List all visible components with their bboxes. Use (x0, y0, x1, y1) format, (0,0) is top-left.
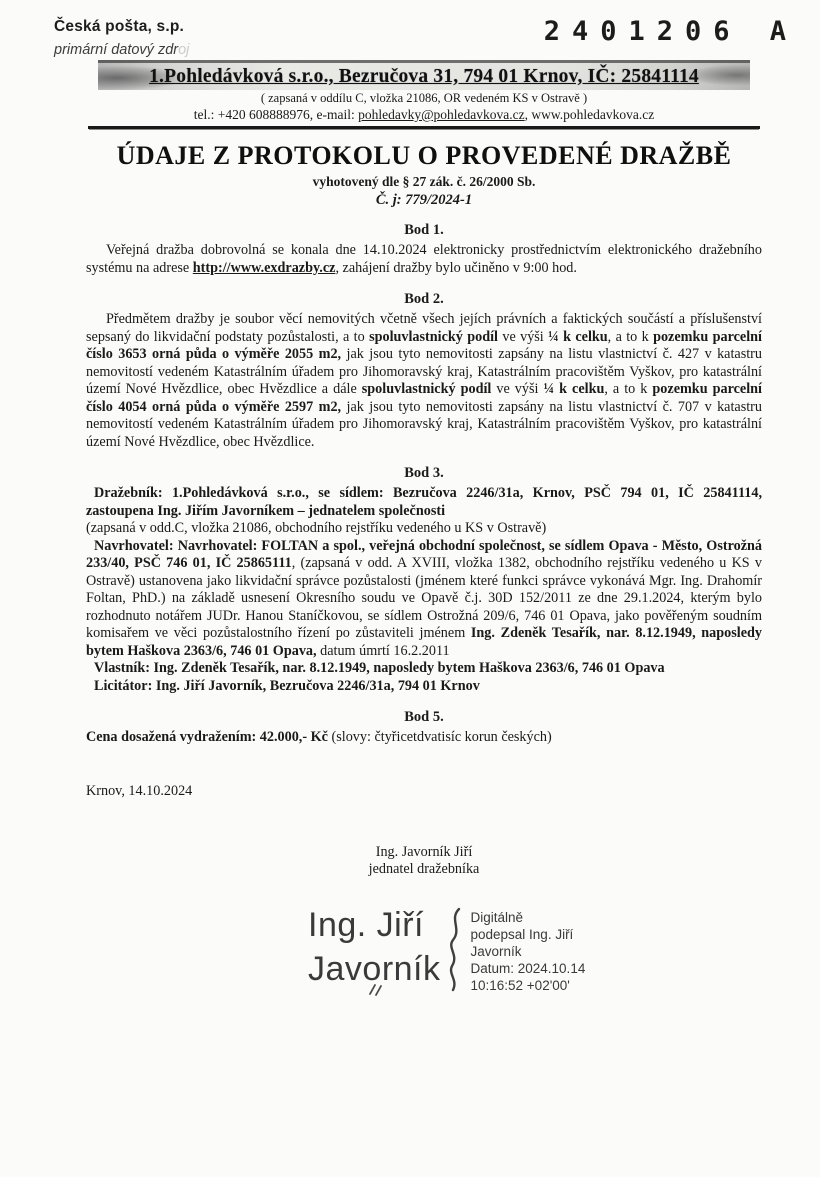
document-number-stamp: 2401206 A (543, 16, 798, 47)
ceska-posta-stamp (54, 18, 189, 58)
letterhead-bar (98, 60, 750, 90)
pen-mark-icon (368, 963, 386, 1007)
section-heading-bod1: Bod 1. (404, 222, 444, 238)
letterhead-company-name: 1.Pohledávková s.r.o., Bezručova 31, 794 01 Krnov, IČ: 25841114 (149, 66, 699, 87)
paragraph-bod1: Veřejná dražba dobrovolná se konala dne 14.10.2024 elektronicky prostřednictvím elektronického dražebního systému na adrese http://www.exdrazby.cz, zahájení dražby bylo učiněno v 9:00 hod. (86, 242, 762, 276)
signer-role: jednatel dražebníka (368, 861, 480, 877)
letterhead-contact-line: tel.: +420 608888976, e-mail: pohledavky@pohledavkova.cz, www.pohledavkova.cz (193, 107, 655, 122)
digital-signature-details (471, 909, 586, 994)
place-date: Krnov, 14.10.2024 (86, 782, 193, 799)
case-number: Č. j: 779/2024-1 (375, 192, 473, 208)
paragraph-bod2: Předmětem dražby je soubor věcí nemovitých včetně všech jejích právních a faktických součástí a příslušenství sepsaný do likvidační podstaty pozůstalosti, a to spoluvlastnický podíl ve výši ¼ k celku, a to k pozemku parcelní číslo 3653 orná půda o výměře 2055 m2, jak jsou tyto nemovitosti zapsány na listu vlastnictví č. 427 v katastru nemovitostí vedeném Katastrálním úřadem pro Jihomoravský kraj, Katastrálním pracovištěm Vyškov, pro katastrální území Nové Hvězdlice, obec Hvězdlice a dále spoluvlastnický podíl ve výši ¼ k celku, a to k pozemku parcelní číslo 4054 orná půda o výměře 2597 m2, jak jsou tyto nemovitosti zapsány na listu vlastnictví č. 707 v katastru nemovitostí vedeném Katastrálním úřadem pro Jihomoravský kraj, Katastrálním pracovištěm Vyškov, pro katastrální území Nové Hvězdlice, obec Hvězdlice. (86, 311, 763, 450)
drazebnik-paragraph: Dražebník: 1.Pohledávková s.r.o., se sídlem: Bezručova 2246/31a, Krnov, PSČ 794 01, IČ 25841114, zastoupena Ing. Jiřím Javorníkem – jednatelem společnosti (86, 485, 762, 519)
section-heading-bod2: Bod 2. (404, 291, 444, 307)
drazebnik-registry-note: (zapsaná v odd.C, vložka 21086, obchodního rejstříku vedeného u KS v Ostravě) (86, 520, 547, 536)
signature-detail-line: Datum: 2024.10.14 (470, 960, 586, 976)
signer-block (86, 844, 762, 879)
signature-detail-line: 10:16:52 +02'00' (470, 977, 570, 993)
letterhead-registry-note: ( zapsaná v oddílu C, vložka 21086, OR vedeném KS v Ostravě ) (260, 91, 588, 105)
document-title: ÚDAJE Z PROTOKOLU O PROVEDENÉ DRAŽBĚ (116, 141, 732, 170)
licitator-line: Licitátor: Ing. Jiří Javorník, Bezručova 2246/31a, 794 01 Krnov (94, 677, 480, 694)
letterhead-divider (88, 126, 760, 129)
digital-signature-name-line2: Javorník (308, 949, 441, 988)
digital-signature-block (308, 903, 762, 998)
navrhovatel-paragraph: Navrhovatel: Navrhovatel: FOLTAN a spol., veřejná obchodní společnost, se sídlem Opava - Město, Ostrožná 233/40, PSČ 746 01, IČ 25865111, (zapsaná v odd. A XVIII, vložka 1382, obchodního rejstříku vedeného u KS v Ostravě) ustanovena jako likvidační správce pozůstalosti (jménem které funkci správce vykonává Mgr. Ing. Drahomír Foltan, PhD.) na základě usnesení Okresního soudu ve Opavě č.j. 30D 152/2011 ze dne 29.1.2024, kterým bylo rozhodnuto notářem JUDr. Hanou Staníčkovou, se sídlem Ostrožná 209/6, 746 01 Opava, jako pověřeným soudním komisařem ve věci pozůstalostního řízení po zůstaviteli jménem Ing. Zdeněk Tesařík, nar. 8.12.1949, naposledy bytem Haškova 2363/6, 746 01 Opava, datum úmrtí 16.2.2011 (86, 537, 762, 659)
digital-signature-name-line1: Ing. Jiří (308, 905, 424, 944)
document-subtitle: vyhotovený dle § 27 zák. č. 26/2000 Sb. (312, 174, 536, 189)
signature-detail-line: podepsal Ing. Jiří (470, 926, 574, 942)
primary-data-source-label: primární datový zdroj (54, 42, 190, 58)
signature-detail-line: Digitálně (470, 909, 524, 925)
digital-signature-name (308, 903, 441, 991)
signature-squiggle-icon (445, 907, 465, 998)
section-heading-bod3: Bod 3. (404, 465, 444, 481)
signer-name: Ing. Javorník Jiří (375, 843, 473, 860)
ceska-posta-label: Česká pošta, s.p. (54, 18, 185, 35)
signature-detail-line: Javorník (470, 943, 522, 959)
cena-line: Cena dosažená vydražením: 42.000,- Kč (slovy: čtyřicetdvatisíc korun českých) (86, 729, 552, 745)
vlastnik-line: Vlastník: Ing. Zdeněk Tesařík, nar. 8.12.1949, naposledy bytem Haškova 2363/6, 746 01 Opava (94, 660, 665, 676)
section-heading-bod5: Bod 5. (404, 709, 444, 725)
